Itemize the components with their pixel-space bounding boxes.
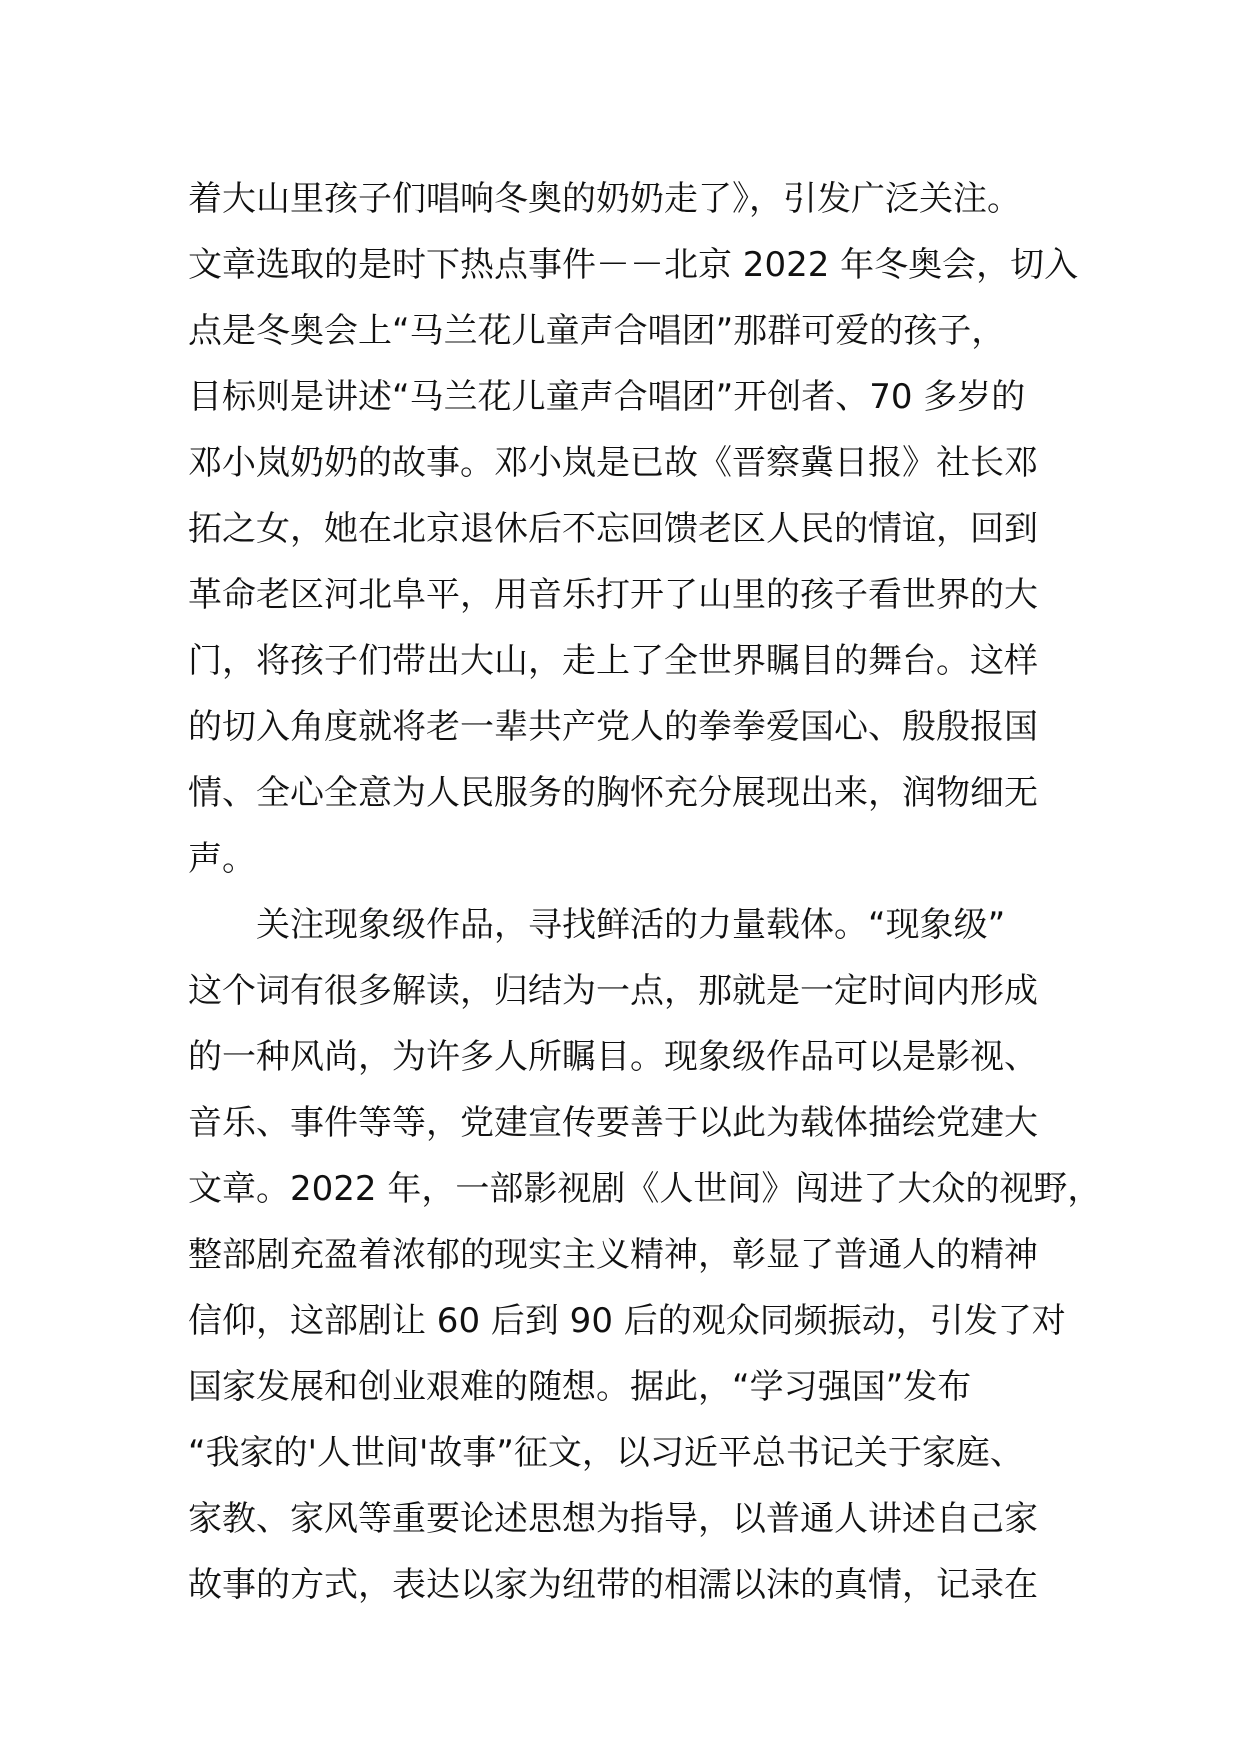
body-text <box>188 166 1102 1618</box>
text-line: “我家的'人世间'故事”征文，以习近平总书记关于家庭、 <box>188 1433 1024 1473</box>
text-line: 信仰，这部剧让 60 后到 90 后的观众同频振动，引发了对 <box>188 1301 1066 1341</box>
text-line: 文章。2022 年，一部影视剧《人世间》闯进了大众的视野， <box>188 1169 1102 1209</box>
text-line: 声。 <box>188 839 256 879</box>
text-line: 的一种风尚，为许多人所瞩目。现象级作品可以是影视、 <box>188 1037 1038 1077</box>
text-line: 的切入角度就将老一辈共产党人的拳拳爱国心、殷殷报国 <box>188 707 1038 747</box>
text-line: 邓小岚奶奶的故事。邓小岚是已故《晋察冀日报》社长邓 <box>188 443 1038 483</box>
text-line: 拓之女，她在北京退休后不忘回馈老区人民的情谊，回到 <box>188 509 1038 549</box>
text-line: 革命老区河北阜平，用音乐打开了山里的孩子看世界的大 <box>188 575 1038 615</box>
text-line: 门，将孩子们带出大山，走上了全世界瞩目的舞台。这样 <box>188 641 1038 681</box>
text-line: 整部剧充盈着浓郁的现实主义精神，彰显了普通人的精神 <box>188 1235 1038 1275</box>
text-line: 文章选取的是时下热点事件－－北京 2022 年冬奥会，切入 <box>188 245 1079 285</box>
text-line: 情、全心全意为人民服务的胸怀充分展现出来，润物细无 <box>188 773 1038 813</box>
text-line: 音乐、事件等等，党建宣传要善于以此为载体描绘党建大 <box>188 1103 1038 1143</box>
text-line: 故事的方式，表达以家为纽带的相濡以沫的真情，记录在 <box>188 1565 1038 1605</box>
text-line: 目标则是讲述“马兰花儿童声合唱团”开创者、70 多岁的 <box>188 377 1026 417</box>
text-line: 点是冬奥会上“马兰花儿童声合唱团”那群可爱的孩子， <box>188 311 1006 351</box>
text-line: 着大山里孩子们唱响冬奥的奶奶走了》，引发广泛关注。 <box>188 179 1021 219</box>
text-line: 家教、家风等重要论述思想为指导，以普通人讲述自己家 <box>188 1499 1038 1539</box>
paragraph-start-line: 关注现象级作品，寻找鲜活的力量载体。“现象级” <box>256 905 1006 945</box>
text-line: 这个词有很多解读，归结为一点，那就是一定时间内形成 <box>188 971 1038 1011</box>
text-line: 国家发展和创业艰难的随想。据此，“学习强国”发布 <box>188 1367 972 1407</box>
